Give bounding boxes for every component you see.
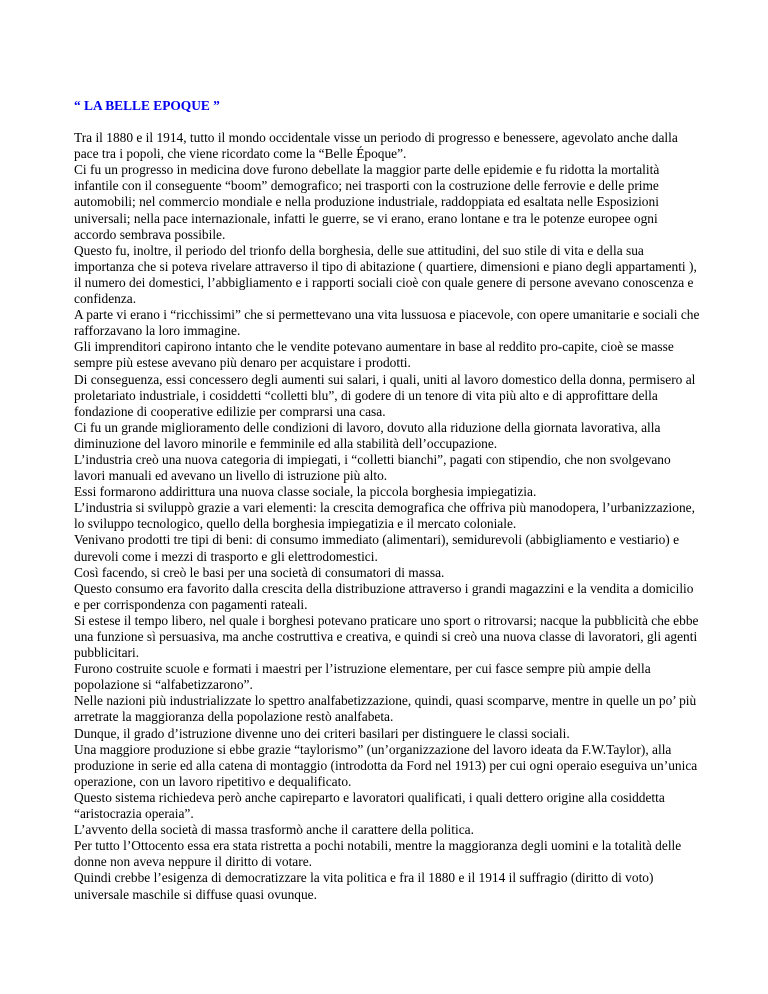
document-title: “ LA BELLE EPOQUE ”: [74, 98, 220, 113]
document-body: [74, 130, 700, 903]
paragraph: Dunque, il grado d’istruzione divenne uno dei criteri basilari per distinguere le classi sociali.: [74, 725, 570, 741]
paragraph: Tra il 1880 e il 1914, tutto il mondo occidentale visse un periodo di progresso e benessere, agevolato anche dalla pace tra i popoli, che viene ricordato come la “Belle Époque”.: [74, 130, 678, 162]
document-page: [74, 98, 700, 903]
paragraph: Così facendo, si creò le basi per una società di consumatori di massa.: [74, 564, 445, 580]
paragraph: L’industria si sviluppò grazie a vari elementi: la crescita demografica che offriva più manodopera, l’urbanizzazione, lo sviluppo tecnologico, quello della borghesia impiegatizia e il mercato coloniale.: [74, 500, 695, 532]
paragraph: L’avvento della società di massa trasformò anche il carattere della politica.: [74, 822, 474, 838]
paragraph: L’industria creò una nuova categoria di impiegati, i “colletti bianchi”, pagati con stipendio, che non svolgevano lavori manuali ed avevano un livello di istruzione più alto.: [74, 451, 671, 484]
paragraph: Questo sistema richiedeva però anche capireparto e lavoratori qualificati, i quali dettero origine alla cosiddetta “aristocrazia operaia”.: [74, 789, 665, 822]
paragraph: Ci fu un grande miglioramento delle condizioni di lavoro, dovuto alla riduzione della giornata lavorativa, alla diminuzione del lavoro minorile e femminile ed alla stabilità dell’occupazione.: [74, 419, 661, 451]
paragraph: Di conseguenza, essi concessero degli aumenti sui salari, i quali, uniti al lavoro domestico della donna, permisero al proletariato industriale, i cosiddetti “colletti blu”, di godere di un tenore di vita più alto e di approfittare della fondazione di cooperative edilizie per comprarsi una casa.: [74, 371, 696, 419]
paragraph: Nelle nazioni più industrializzate lo spettro analfabetizzazione, quindi, quasi scomparve, mentre in quelle un po’ più arretrate la maggioranza della popolazione restò analfabeta.: [74, 693, 697, 725]
paragraph: Quindi crebbe l’esigenza di democratizzare la vita politica e fra il 1880 e il 1914 il suffragio (diritto di voto) universale maschile si diffuse quasi ovunque.: [74, 870, 654, 902]
paragraph: Essi formarono addirittura una nuova classe sociale, la piccola borghesia impiegatizia.: [74, 484, 537, 500]
paragraph: A parte vi erano i “ricchissimi” che si permettevano una vita lussuosa e piacevole, con opere umanitarie e sociali che rafforzavano la loro immagine.: [74, 307, 700, 339]
paragraph: Gli imprenditori capirono intanto che le vendite potevano aumentare in base al reddito pro-capite, cioè se masse sempre più estese avevano più denaro per acquistare i prodotti.: [74, 339, 674, 371]
paragraph: Questo fu, inoltre, il periodo del trionfo della borghesia, delle sue attitudini, del suo stile di vita e della sua importanza che si poteva rivelare attraverso il tipo di abitazione ( quartiere, dimensioni e piano degli appartamenti ), il numero dei domestici, l’abbigliamento e i rapporti sociali cioè con quale genere di persone avevano conoscenza e confidenza.: [74, 242, 697, 307]
paragraph: Venivano prodotti tre tipi di beni: di consumo immediato (alimentari), semidurevoli (abbigliamento e vestiario) e durevoli come i mezzi di trasporto e gli elettrodomestici.: [74, 532, 680, 564]
paragraph: Ci fu un progresso in medicina dove furono debellate la maggior parte delle epidemie e fu ridotta la mortalità infantile con il conseguente “boom” demografico; nei trasporti con la costruzione delle ferrovie e delle prime automobili; nel commercio mondiale e nella produzione industriale, raddoppiata ed esaltata nelle Esposizioni universali; nella pace internazionale, infatti le guerre, se vi erano, erano lontane e tra le potenze europee ogni accordo sembrava possibile.: [74, 162, 660, 242]
paragraph: Si estese il tempo libero, nel quale i borghesi potevano praticare uno sport o ritrovarsi; nacque la pubblicità che ebbe una funzione sì persuasiva, ma anche costruttiva e creativa, e quindi si creò una nuova classe di lavoratori, gli agenti pubblicitari.: [74, 612, 699, 661]
paragraph: Furono costruite scuole e formati i maestri per l’istruzione elementare, per cui fasce sempre più ampie della popolazione si “alfabetizzarono”.: [74, 661, 651, 693]
paragraph: Una maggiore produzione si ebbe grazie “taylorismo” (un’organizzazione del lavoro ideata da F.W.Taylor), alla produzione in serie ed alla catena di montaggio (introdotta da Ford nel 1913) per cui ogni operaio eseguiva un’unica operazione, con un lavoro ripetitivo e dequalificato.: [74, 741, 698, 789]
paragraph: Per tutto l’Ottocento essa era stata ristretta a pochi notabili, mentre la maggioranza degli uomini e la totalità delle donne non aveva neppure il diritto di votare.: [74, 838, 682, 870]
paragraph: Questo consumo era favorito dalla crescita della distribuzione attraverso i grandi magazzini e la vendita a domicilio e per corrispondenza con pagamenti rateali.: [74, 580, 694, 612]
